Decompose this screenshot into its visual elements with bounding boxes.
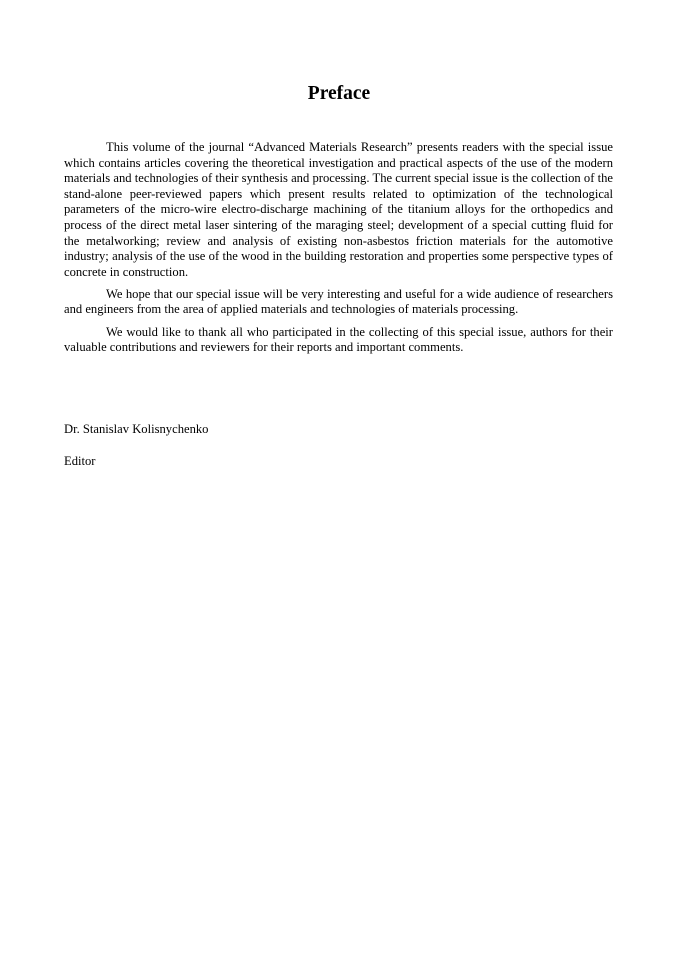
paragraph-2: We hope that our special issue will be very interesting and useful for a wide audience of researchers and engineers from the area of applied materials and technologies of materials processing. (64, 286, 613, 317)
page-title: Preface (307, 83, 371, 104)
signature-role: Editor (64, 454, 96, 468)
preface-body (64, 140, 613, 362)
paragraph-1: This volume of the journal “Advanced Materials Research” presents readers with the special issue which contains articles covering the theoretical investigation and practical aspects of the use of the modern materials and technologies of their synthesis and processing. The current special issue is the collection of the stand-alone peer-reviewed papers which present results related to optimization of the technological parameters of the micro-wire electro-discharge machining of the titanium alloys for the orthopedics and process of the direct metal laser sintering of the maraging steel; development of a special cutting fluid for the metalworking; review and analysis of existing non-asbestos friction materials for the automotive industry; analysis of the use of the wood in the building restoration and properties some perspective types of concrete in construction. (64, 140, 613, 279)
paragraph-3: We would like to thank all who participated in the collecting of this special issue, authors for their valuable contributions and reviewers for their reports and important comments. (64, 324, 613, 355)
signature-name: Dr. Stanislav Kolisnychenko (64, 422, 209, 436)
